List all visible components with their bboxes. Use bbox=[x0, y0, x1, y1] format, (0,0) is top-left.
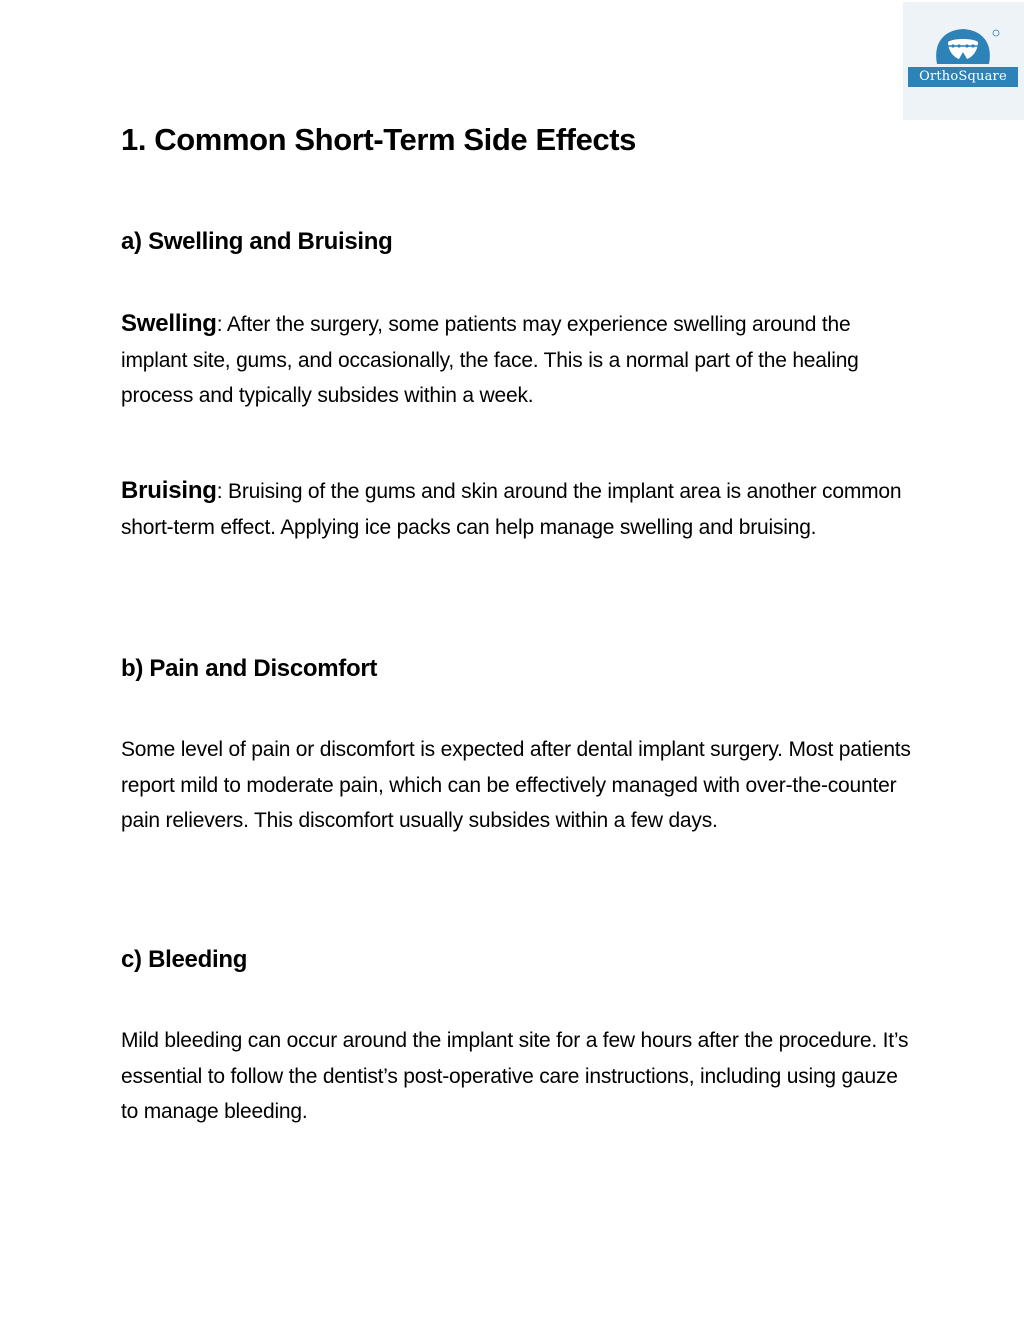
swelling-term: Swelling bbox=[121, 310, 217, 337]
page-title: 1. Common Short-Term Side Effects bbox=[121, 122, 637, 157]
swelling-text: After the surgery, some patients may experience swelling around the implant site, gums, and occasionally, the face. This is a normal part of the healing process and typically subsides within a week. bbox=[121, 313, 859, 407]
bruising-term: Bruising bbox=[121, 477, 217, 504]
section-title-swelling-bruising: a) Swelling and Bruising bbox=[121, 228, 393, 255]
swelling-paragraph bbox=[121, 306, 911, 414]
bruising-text: Bruising of the gums and skin around the implant area is another common short-term effect. Applying ice packs can help manage swelling and bruising. bbox=[121, 480, 902, 539]
section-title-pain-discomfort: b) Pain and Discomfort bbox=[121, 655, 378, 682]
bruising-separator: : bbox=[216, 480, 229, 503]
orthosquare-logo bbox=[903, 2, 1024, 120]
bruising-paragraph bbox=[121, 473, 911, 545]
bleeding-paragraph: Mild bleeding can occur around the implant site for a few hours after the procedure. It’s essential to follow the dentist’s post-operative care instructions, including using gauze to manage bleeding. bbox=[121, 1029, 909, 1123]
logo-brand-text: OrthoSquare bbox=[908, 67, 1018, 87]
tooth-logo-icon bbox=[903, 2, 1024, 120]
swelling-separator: : bbox=[216, 313, 227, 336]
section-title-bleeding: c) Bleeding bbox=[121, 946, 248, 973]
pain-paragraph: Some level of pain or discomfort is expected after dental implant surgery. Most patients report mild to moderate pain, which can be effectively managed with over-the-counter pain relievers. This discomfort usually subsides within a few days. bbox=[121, 738, 911, 832]
